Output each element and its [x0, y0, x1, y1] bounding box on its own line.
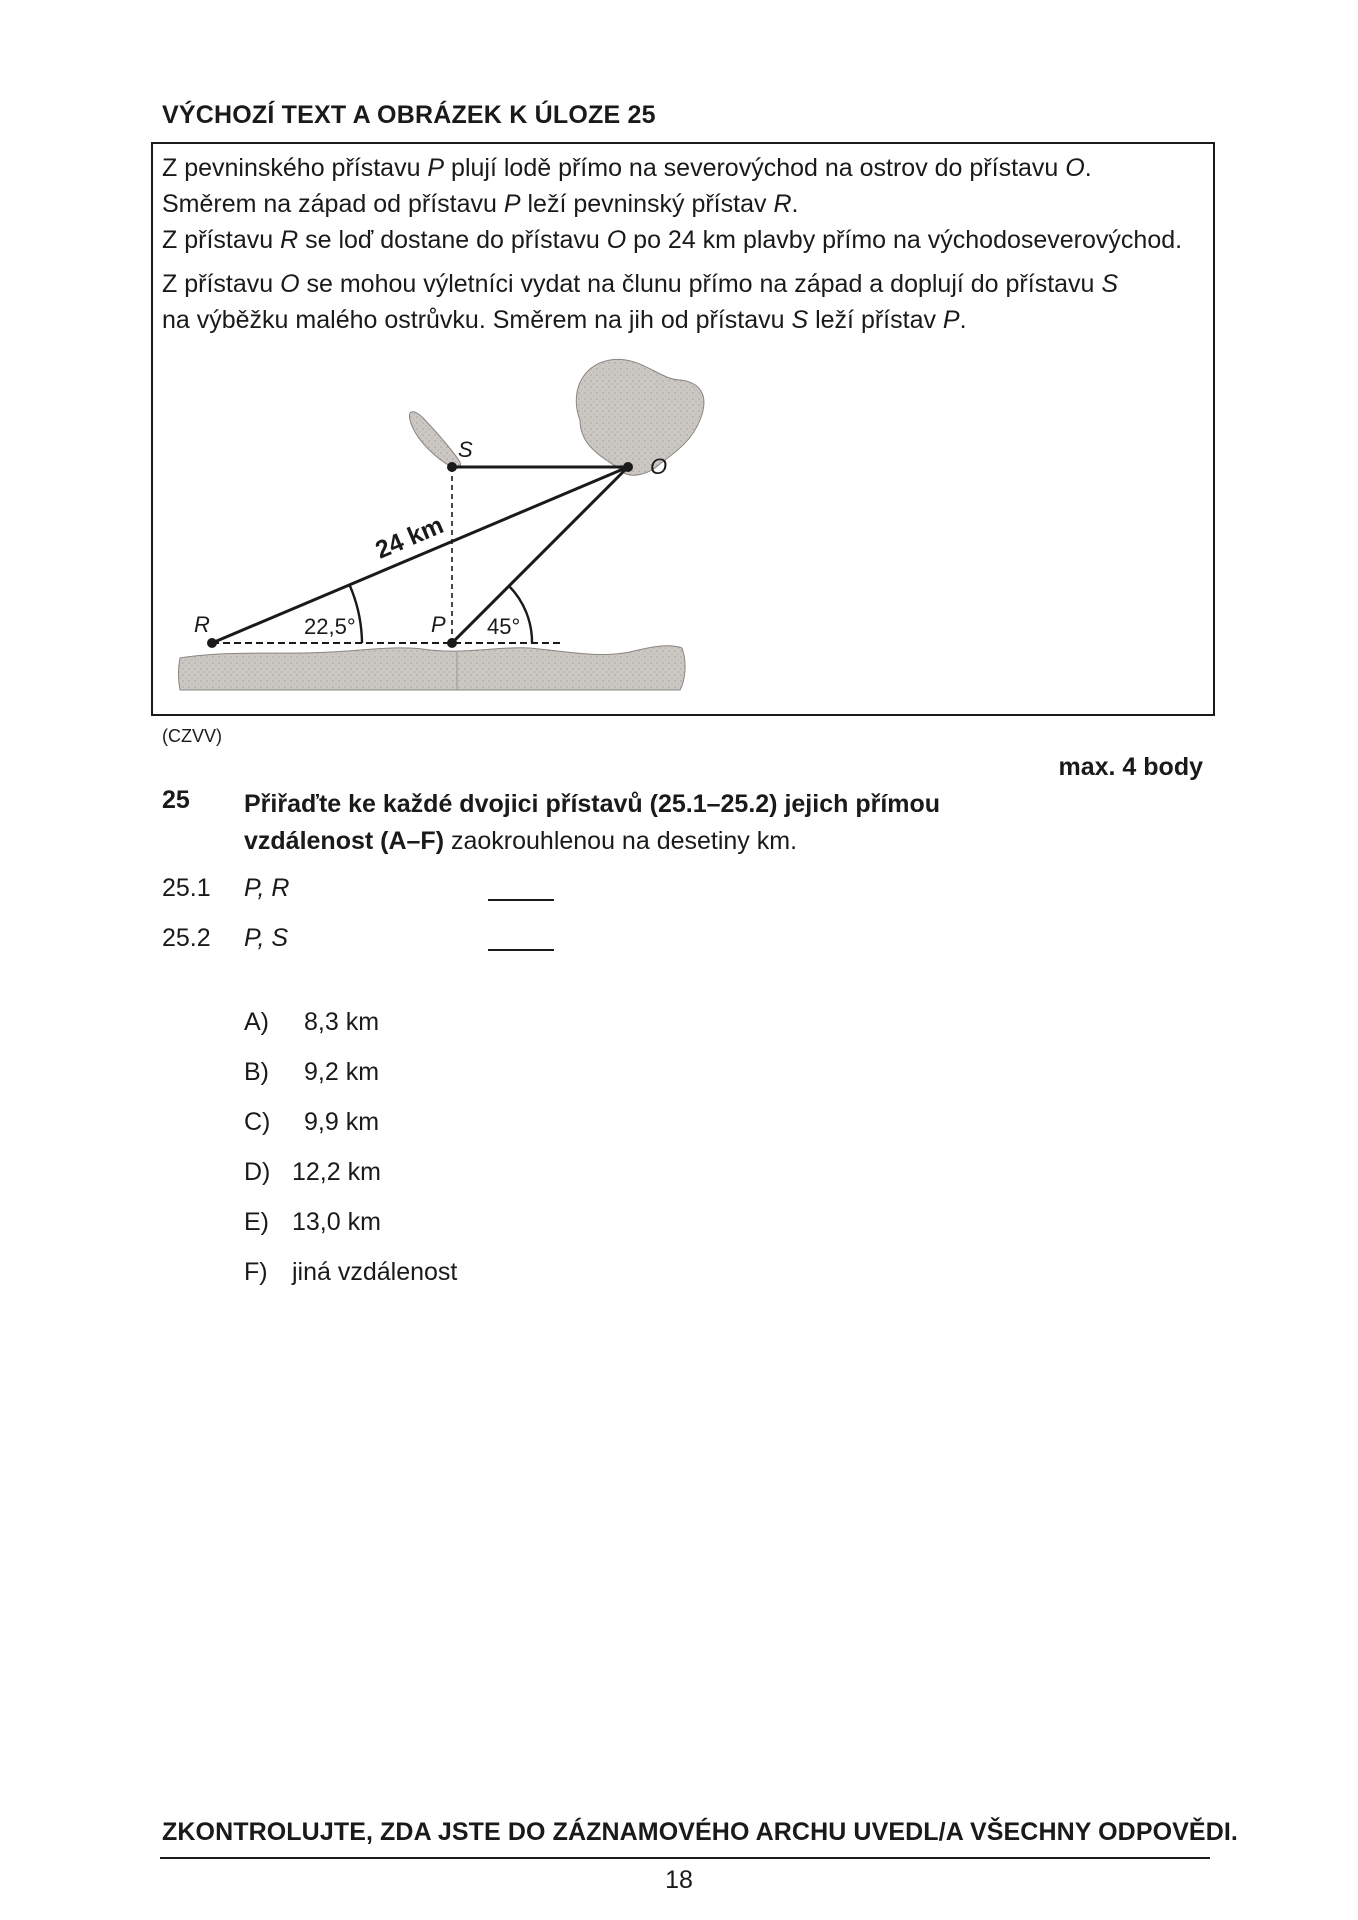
option-letter: B) — [244, 1058, 269, 1086]
intro-line-1: Z pevninského přístavu P plují lodě přímo na severovýchod na ostrov do přístavu O. — [162, 154, 1092, 182]
subquestion-number: 25.2 — [162, 924, 211, 952]
option-text: 13,0 km — [292, 1208, 381, 1236]
footer-reminder: ZKONTROLUJTE, ZDA JSTE DO ZÁZNAMOVÉHO ARCHU UVEDL/A VŠECHNY ODPOVĚDI. — [162, 1818, 1238, 1846]
option-letter: C) — [244, 1108, 271, 1136]
distance-label: 24 km — [371, 511, 448, 565]
label-s: S — [458, 437, 473, 462]
option-text: 9,2 km — [304, 1058, 380, 1086]
point-r — [207, 638, 217, 648]
option-text: 8,3 km — [304, 1008, 380, 1036]
harbor-diagram — [170, 350, 730, 700]
option-text: 12,2 km — [292, 1158, 381, 1186]
question-number: 25 — [162, 786, 190, 814]
option-letter: A) — [244, 1008, 269, 1036]
label-r: R — [194, 612, 210, 637]
option-text: jiná vzdálenost — [292, 1258, 458, 1286]
answer-blank-25-1[interactable] — [488, 899, 554, 901]
option-letter: D) — [244, 1158, 271, 1186]
intro-line-4: Z přístavu O se mohou výletníci vydat na člunu přímo na západ a doplují do přístavu S — [162, 270, 1119, 298]
answer-blank-25-2[interactable] — [488, 949, 554, 951]
intro-line-2: Směrem na západ od přístavu P leží pevninský přístav R. — [162, 190, 799, 218]
r-o-line — [212, 467, 628, 643]
islet-s-shape — [409, 412, 460, 468]
point-s — [447, 462, 457, 472]
footer-divider — [160, 1857, 1210, 1859]
page-number: 18 — [665, 1866, 693, 1894]
option-text: 9,9 km — [304, 1108, 380, 1136]
angle-r-label: 22,5° — [304, 614, 356, 639]
subquestion-pair: P, S — [244, 924, 289, 952]
point-p — [447, 638, 457, 648]
subquestion-pair: P, R — [244, 874, 290, 902]
angle-p-label: 45° — [487, 614, 521, 639]
intro-line-5: na výběžku malého ostrůvku. Směrem na jih od přístavu S leží přístav P. — [162, 306, 967, 334]
p-o-line — [452, 467, 628, 643]
max-points: max. 4 body — [1058, 753, 1203, 781]
mainland-shape — [179, 646, 686, 690]
question-text: Přiřaďte ke každé dvojici přístavů (25.1–25.2) jejich přímou vzdálenost (A–F) zaokrouhlenou na desetiny km. — [244, 790, 941, 855]
section-heading: VÝCHOZÍ TEXT A OBRÁZEK K ÚLOZE 25 — [162, 101, 656, 129]
point-o — [623, 462, 633, 472]
option-letter: E) — [244, 1208, 269, 1236]
subquestion-number: 25.1 — [162, 874, 211, 902]
label-p: P — [431, 612, 446, 637]
source-note: (CZVV) — [162, 726, 222, 746]
option-letter: F) — [244, 1258, 268, 1286]
island-o-shape — [576, 359, 704, 475]
intro-line-3: Z přístavu R se loď dostane do přístavu O po 24 km plavby přímo na východoseverovýchod. — [162, 226, 1183, 254]
label-o: O — [650, 454, 668, 479]
